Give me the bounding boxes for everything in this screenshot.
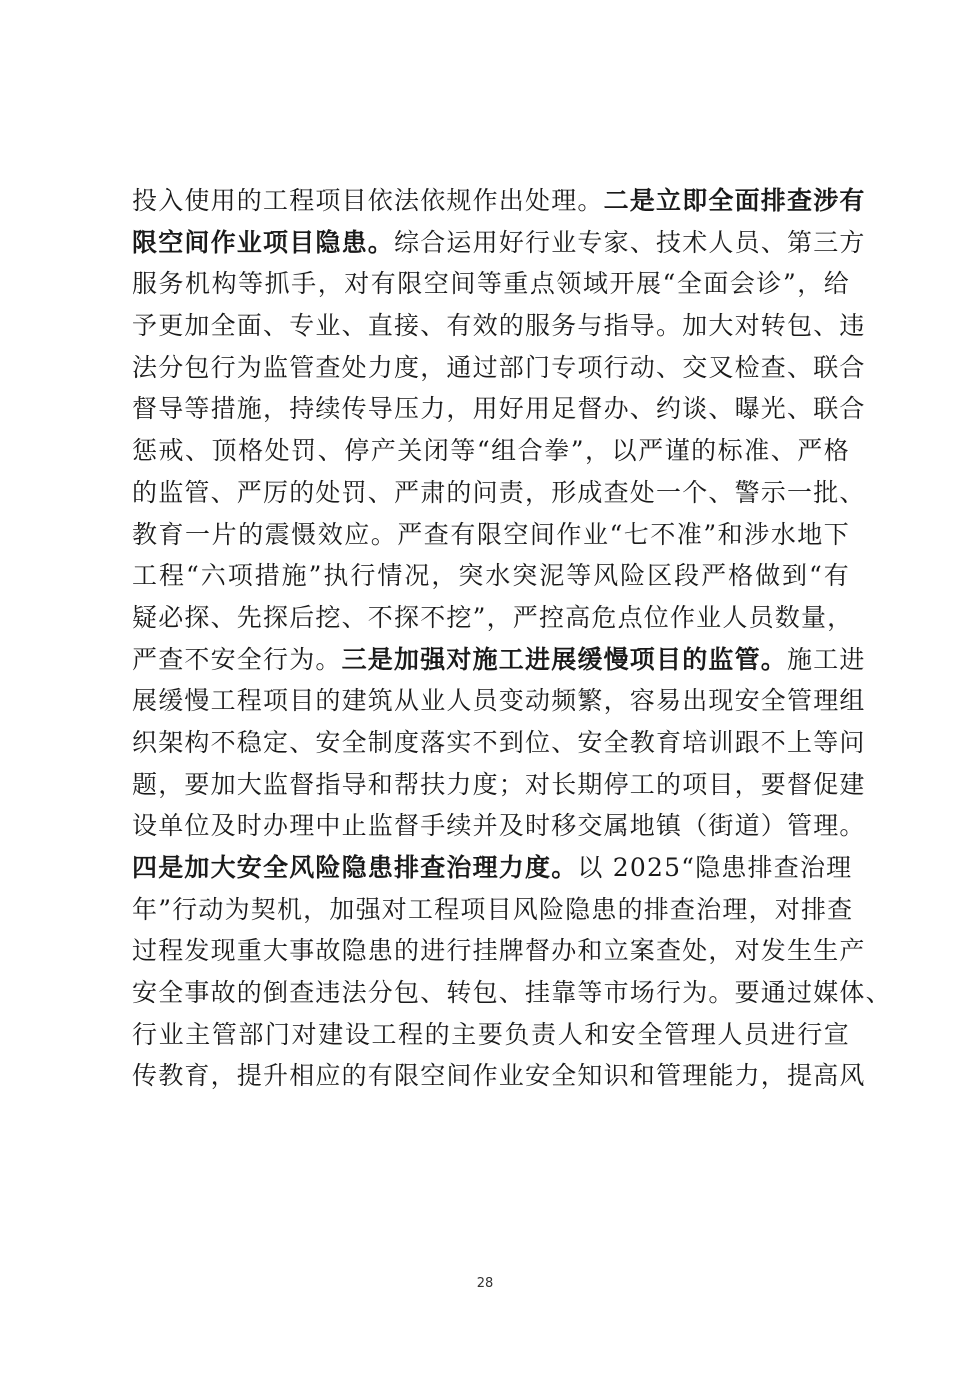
text-run: 服务机构等抓手，对有限空间等重点领域开展“全面会诊”，给 bbox=[132, 269, 850, 299]
text-line bbox=[132, 680, 866, 722]
text-line bbox=[132, 847, 853, 889]
text-run: 施工进 bbox=[787, 644, 866, 674]
text-line bbox=[132, 639, 866, 681]
bold-heading-text: 四是加大安全风险隐患排查治理力度。 bbox=[132, 853, 578, 882]
bold-heading-text: 限空间作业项目隐患。 bbox=[132, 227, 395, 257]
text-run: 年”行动为契机，加强对工程项目风险隐患的排查治理，对排查 bbox=[132, 894, 854, 924]
text-run: 传教育，提升相应的有限空间作业安全知识和管理能力，提高风 bbox=[132, 1061, 866, 1091]
text-run: 过程发现重大事故隐患的进行挂牌督办和立案查处，对发生生产 bbox=[132, 936, 866, 966]
text-run: 督导等措施，持续传导压力，用好用足督办、约谈、曝光、联合 bbox=[132, 394, 866, 424]
text-line bbox=[132, 305, 866, 347]
text-run: 综合运用好行业专家、技术人员、第三方 bbox=[394, 227, 866, 257]
page-number: 28 bbox=[476, 1276, 494, 1291]
text-run: 严查不安全行为。 bbox=[132, 644, 342, 674]
text-line bbox=[132, 1014, 850, 1056]
text-line bbox=[132, 430, 850, 472]
text-run: 安全事故的倒查违法分包、转包、挂靠等市场行为。要通过媒体、 bbox=[132, 978, 892, 1008]
body-paragraph bbox=[132, 180, 892, 1097]
text-line bbox=[132, 347, 866, 389]
text-line bbox=[132, 1055, 866, 1097]
text-run: 的监管、严厉的处罚、严肃的问责，形成查处一个、警示一批、 bbox=[132, 477, 866, 507]
text-line bbox=[132, 972, 892, 1014]
bold-heading-text: 三是加强对施工进展缓慢项目的监管。 bbox=[341, 644, 788, 674]
text-line bbox=[132, 805, 866, 847]
text-line bbox=[132, 555, 850, 597]
text-run: 法分包行为监管查处力度，通过部门专项行动、交叉检查、联合 bbox=[132, 352, 866, 382]
text-run: 题，要加大监督指导和帮扶力度；对长期停工的项目，要督促建 bbox=[132, 769, 866, 799]
text-line bbox=[132, 514, 850, 556]
text-run: 惩戒、顶格处罚、停产关闭等“组合拳”，以严谨的标准、严格 bbox=[132, 436, 850, 466]
text-line bbox=[132, 263, 850, 305]
text-line bbox=[132, 222, 866, 264]
text-run: 织架构不稳定、安全制度落实不到位、安全教育培训跟不上等问 bbox=[132, 727, 866, 757]
bold-heading-text: 二是立即全面排查涉有 bbox=[603, 186, 866, 215]
text-line bbox=[132, 722, 866, 764]
text-run: 设单位及时办理中止监督手续并及时移交属地镇（街道）管理。 bbox=[132, 811, 866, 841]
text-line bbox=[132, 889, 854, 931]
text-run: 工程“六项措施”执行情况，突水突泥等风险区段严格做到“有 bbox=[132, 561, 850, 591]
text-run: 投入使用的工程项目依法依规作出处理。 bbox=[132, 186, 604, 215]
text-line bbox=[132, 180, 866, 222]
text-run: 予更加全面、专业、直接、有效的服务与指导。加大对转包、违 bbox=[132, 311, 866, 341]
text-run: 疑必探、先探后挖、不探不挖”，严控高危点位作业人员数量， bbox=[132, 602, 854, 632]
text-run: 展缓慢工程项目的建筑从业人员变动频繁，容易出现安全管理组 bbox=[132, 686, 866, 716]
text-line bbox=[132, 764, 866, 806]
text-line bbox=[132, 388, 866, 430]
text-run: 教育一片的震慑效应。严查有限空间作业“七不准”和涉水地下 bbox=[132, 519, 850, 549]
text-run: 行业主管部门对建设工程的主要负责人和安全管理人员进行宣 bbox=[132, 1019, 850, 1049]
text-run: 以 2025“隐患排查治理 bbox=[577, 853, 853, 882]
text-line bbox=[132, 930, 866, 972]
text-line bbox=[132, 597, 854, 639]
text-line bbox=[132, 472, 866, 514]
